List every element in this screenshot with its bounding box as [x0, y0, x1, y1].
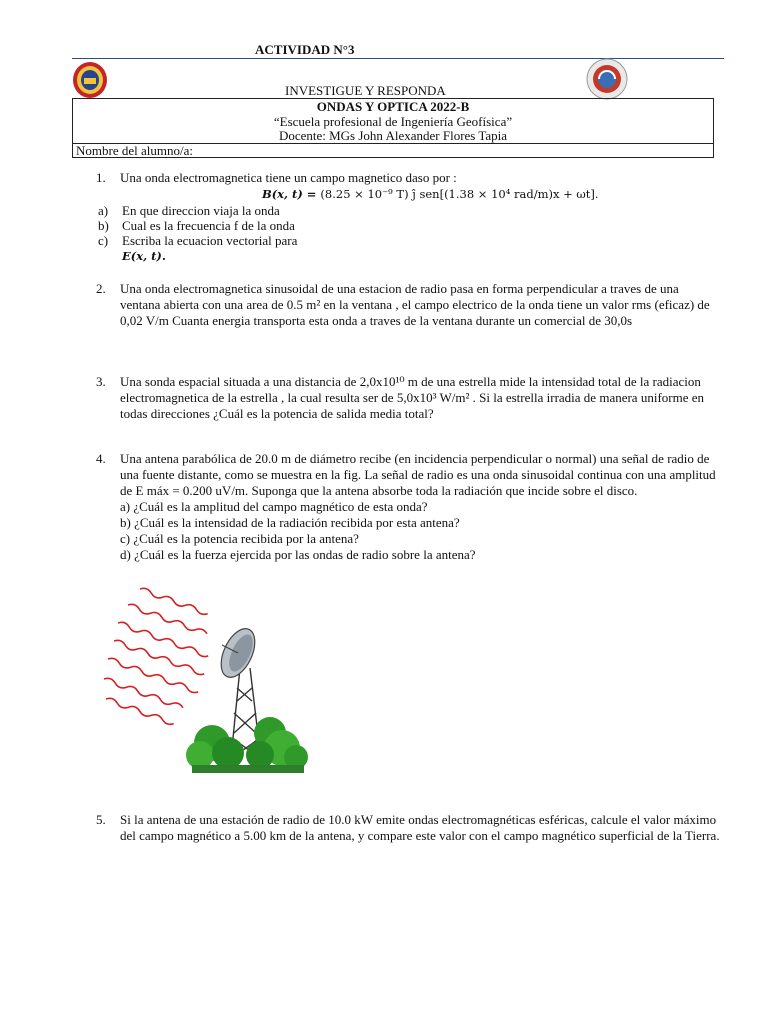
radio-waves — [103, 587, 209, 726]
question-4-part-a: a) ¿Cuál es la amplitud del campo magnético de esta onda? — [120, 499, 428, 514]
question-number: 5. — [96, 812, 106, 827]
school-name: “Escuela profesional de Ingeniería Geofísica” — [273, 114, 513, 129]
question-number: 4. — [96, 451, 106, 466]
magnetic-field-equation — [262, 186, 599, 202]
equation-lhs: B(x, t) = — [262, 187, 321, 201]
question-1-part-c — [98, 233, 297, 249]
part-text: Escriba la ecuacion vectorial para — [122, 233, 298, 248]
instruction-subtitle: INVESTIGUE Y RESPONDA — [285, 83, 446, 98]
question-4-part-c: c) ¿Cuál es la potencia recibida por la antena? — [120, 531, 359, 546]
question-text: Una onda electromagnetica sinusoidal de una estacion de radio pasa en forma perpendicular a traves de una ventana abierta con una area de 0.5 m² en la ventana , el campo electrico de la onda tiene un valor rms (eficaz) de 0,02 V/m Cuanta energia transporta esta onda a traves de la ventana durante un comercial de 30,0s — [120, 281, 710, 328]
part-label: a) — [98, 203, 109, 218]
part-text: Cual es la frecuencia f de la onda — [122, 218, 295, 233]
electric-field-symbol: E(x, t). — [122, 249, 166, 263]
question-number: 3. — [96, 374, 106, 389]
part-text: En que direccion viaja la onda — [122, 203, 280, 218]
question-4-part-b: b) ¿Cuál es la intensidad de la radiación recibida por esta antena? — [120, 515, 460, 530]
question-1-part-a — [98, 203, 280, 219]
question-number: 2. — [96, 281, 106, 296]
equation-rhs: (8.25 × 10⁻⁹ T) ĵ sen[(1.38 × 10⁴ rad/m)x + ωt]. — [320, 187, 599, 201]
student-name-label: Nombre del alumno/a: — [76, 143, 193, 158]
dish-antenna — [214, 624, 261, 683]
question-text: Una onda electromagnetica tiene un campo magnetico daso por : — [120, 170, 457, 185]
course-header-box — [72, 98, 714, 158]
question-text: Si la antena de una estación de radio de 10.0 kW emite ondas electromagnéticas esféricas, calcule el valor máximo del campo magnético a 5.00 km de la antena, y compare este valor con el campo magnético superficial de la Tierra. — [120, 812, 720, 843]
question-text: Una sonda espacial situada a una distancia de 2,0x10¹⁰ m de una estrella mide la intensidad total de la radiacion electromagnetica de la estrella , la cual resulta ser de 5,0x10³ W/m² . Si la estrella irradia de manera uniforme en todas direcciones ¿Cuál es la potencia de salida media total? — [120, 374, 705, 421]
question-number: 1. — [96, 170, 106, 185]
question-text: Una antena parabólica de 20.0 m de diámetro recibe (en incidencia perpendicular o normal) una señal de radio de una fuente distante, como se muestra en la fig. La señal de radio es una onda sinusoidal continua con una amplitud de E máx = 0.200 uV/m. Suponga que la antena absorbe toda la radiación que incide sobre el disco. — [120, 451, 716, 498]
course-name: ONDAS Y OPTICA 2022-B — [316, 99, 470, 114]
teacher-name: Docente: MGs John Alexander Flores Tapia — [278, 128, 508, 143]
part-label: b) — [98, 218, 109, 233]
electric-field-expression — [122, 248, 166, 264]
question-body — [120, 451, 720, 563]
faculty-logo — [586, 58, 628, 100]
question-1-part-b — [98, 218, 295, 234]
part-label: c) — [98, 233, 109, 248]
question-4-part-d: d) ¿Cuál es la fuerza ejercida por las ondas de radio sobre la antena? — [120, 547, 476, 562]
antenna-figure — [100, 583, 330, 778]
activity-title: ACTIVIDAD N°3 — [255, 42, 355, 57]
university-seal-logo — [72, 60, 108, 100]
